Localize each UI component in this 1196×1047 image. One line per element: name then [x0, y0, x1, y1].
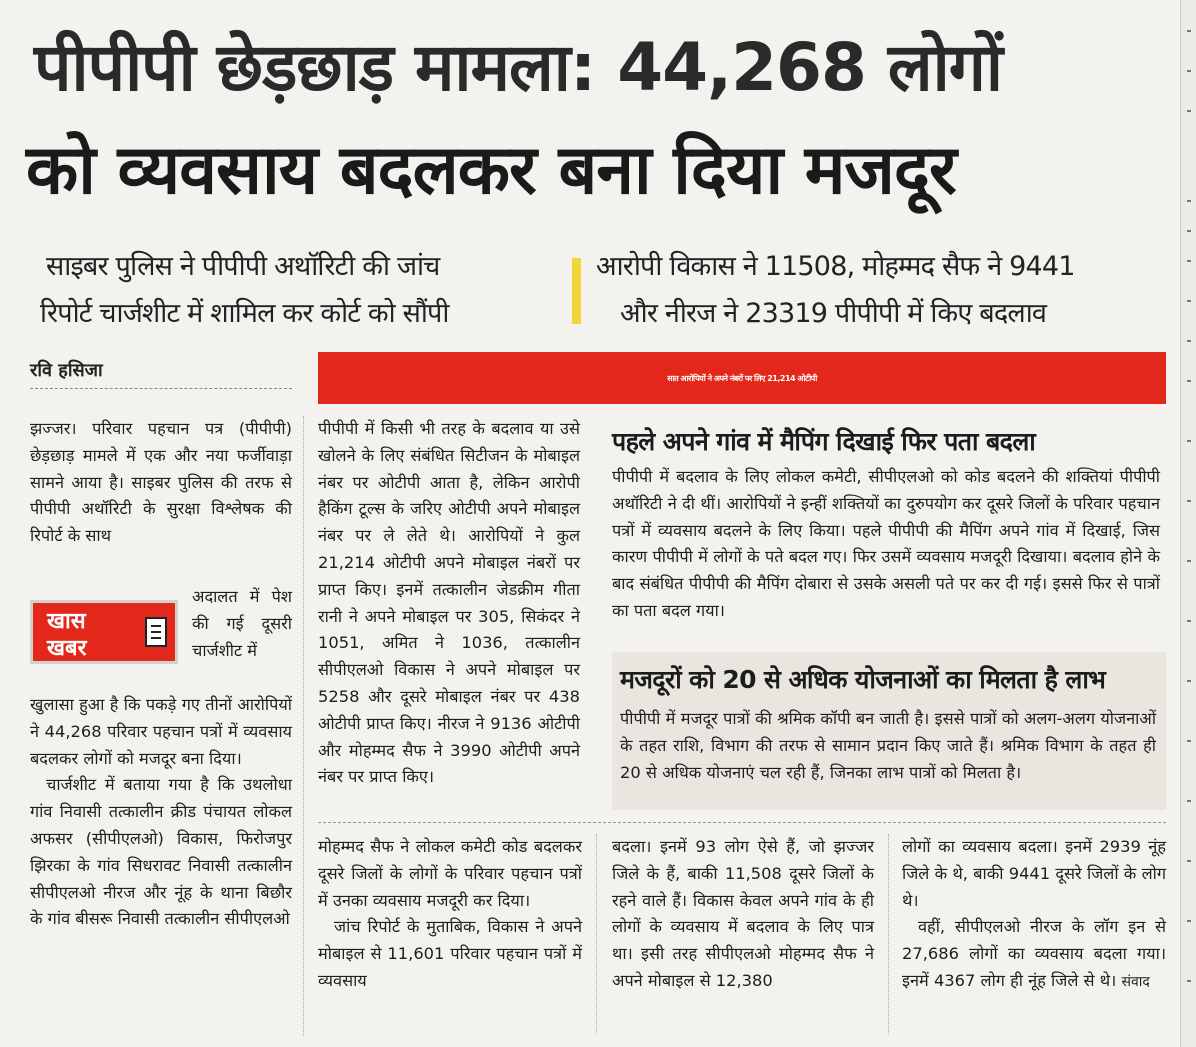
section-2-box [612, 652, 1166, 810]
body-paragraph-2: चार्जशीट में बताया गया है कि उथलोधा गांव निवासी तत्कालीन क्रीड पंचायत लोकल अफसर (सीपीएलओ) विकास, फिरोजपुर झिरका के गांव सिधरावट निवासी तत्कालीन सीपीएलओ नीरज और नूंह के थाना बिछौर के गांव बीसरू निवासी तत्कालीन सीपीएलओ [30, 775, 292, 929]
wrap-paragraph: अदालत में पेश की गई दूसरी चार्जशीट में [192, 587, 292, 660]
bottom-col-3-para-2 [902, 914, 1166, 995]
bottom-col-3-para-1: लोगों का व्यवसाय बदला। इनमें 2939 नूंह जिले के थे, बाकी 9441 दूसरे जिलों के लोग थे। [902, 837, 1166, 910]
column-divider [596, 834, 597, 1034]
section-1-heading: पहले अपने गांव में मैपिंग दिखाई फिर पता बदला [612, 427, 1036, 456]
headline-line-1: पीपीपी छेड़छाड़ मामला: 44,268 लोगों [34, 29, 1002, 106]
bottom-col-3-text: वहीं, सीपीएलओ नीरज के लॉग इन से 27,686 लोगों का व्यवसाय बदला गया। इनमें 4367 लोग ही नूंह जिले से थे। [902, 917, 1166, 990]
subhead-left-line-2: रिपोर्ट चार्जशीट में शामिल कर कोर्ट को सौंपी [40, 298, 449, 329]
red-banner [318, 352, 1166, 404]
byline-rule [30, 388, 292, 389]
section-2-paragraph: पीपीपी में मजदूर पात्रों की श्रमिक कॉपी बन जाती है। इससे पात्रों को अलग-अलग योजनाओं के तहत राशि, विभाग की तरफ से सामान प्रदान किए जाते हैं। श्रमिक विभाग के तहत ही 20 से अधिक योजनाएं चल रही हैं, जिनका लाभ पात्रों को मिलता है। [620, 709, 1156, 782]
article-col-2 [318, 416, 580, 791]
newspaper-icon [145, 617, 167, 647]
bottom-col-1-para-2: जांच रिपोर्ट के मुताबिक, विकास ने अपने मोबाइल से 11,601 परिवार पहचान पत्रों में व्यवसाय [318, 917, 582, 990]
intro-paragraph: झज्जर। परिवार पहचान पत्र (पीपीपी) छेड़छाड़ मामले में एक और नया फर्जीवाड़ा सामने आया है। साइबर पुलिस की तरफ से पीपीपी अथॉरिटी के सुरक्षा विश्लेषक की रिपोर्ट के साथ [30, 419, 292, 546]
body-paragraph-1: खुलासा हुआ है कि पकड़े गए तीनों आरोपियों ने 44,268 परिवार पहचान पत्रों में व्यवसाय बदलकर लोगों को मजदूर बना दिया। [30, 695, 292, 768]
section-1-body [612, 464, 1160, 625]
subhead-right-line-2: और नीरज ने 23319 पीपीपी में किए बदलाव [620, 298, 1047, 329]
article-col-1-intro [30, 416, 292, 550]
headline-line-2: को व्यवसाय बदलकर बना दिया मजदूर [26, 131, 956, 210]
bottom-divider [318, 822, 1166, 823]
byline: रवि हसिजा [30, 360, 103, 381]
subhead-divider [572, 258, 581, 324]
section-1-paragraph: पीपीपी में बदलाव के लिए लोकल कमेटी, सीपीएलओ को कोड बदलने की शक्तियां पीपीपी अथॉरिटी ने दी थीं। आरोपियों ने इन्हीं शक्तियों का दुरुपयोग कर दूसरे जिलों के परिवार पहचान पत्रों में व्यवसाय बदलने के लिए किया। पहले पीपीपी की मैपिंग अपने गांव में दिखाई, जिस कारण पीपीपी में लोगों के पते बदल गए। फिर उसमें व्यवसाय मजदूरी दिखाया। बदलाव होने के बाद संबंधित पीपीपी की मैपिंग दोबारा से उसके असली पते पर कर दी गई। इससे फिर से पात्रों का पता बदल गया। [612, 467, 1160, 620]
article-col-1-wrap [192, 584, 292, 664]
bottom-col-3 [902, 834, 1166, 996]
subhead-left-line-1: साइबर पुलिस ने पीपीपी अथॉरिटी की जांच [46, 251, 440, 282]
page-edge-strip [1180, 0, 1196, 1047]
bottom-col-2 [612, 834, 874, 995]
column-divider [888, 834, 889, 1034]
article-col-1-body [30, 692, 292, 933]
section-2-heading: मजदूरों को 20 से अधिक योजनाओं का मिलता है लाभ [620, 665, 1106, 694]
section-2-body [620, 706, 1156, 786]
otp-paragraph: पीपीपी में किसी भी तरह के बदलाव या उसे खोलने के लिए संबंधित सिटीजन के मोबाइल नंबर पर ओटीपी आता है, लेकिन आरोपी हैकिंग टूल्स के जरिए ओटीपी अपने मोबाइल नंबर पर ले लेते थे। आरोपियों ने कुल 21,214 ओटीपी अपने मोबाइल नंबरों पर प्राप्त किए। इनमें तत्कालीन जेडक्रीम गीता रानी ने अपने मोबाइल पर 305, सिकंदर ने 1051, अमित ने 1036, तत्कालीन सीपीएलओ विकास ने अपने मोबाइल पर 5258 और दूसरे मोबाइल नंबर पर 438 ओटीपी प्राप्त किए। नीरज ने 9136 ओटीपी और मोहम्मद सैफ ने 3990 ओटीपी अपने नंबर पर प्राप्त किए। [318, 419, 580, 787]
badge-line-2: खबर [47, 636, 87, 661]
bottom-col-2-para: बदला। इनमें 93 लोग ऐसे हैं, जो झज्जर जिले के हैं, बाकी 11,508 दूसरे जिलों के रहने वाले हैं। विकास केवल अपने गांव के ही लोगों के व्यवसाय में बदलाव के लिए पात्र था। इसी तरह सीपीएलओ मोहम्मद सैफ ने अपने मोबाइल से 12,380 [612, 837, 874, 990]
bottom-col-1-para-1: मोहम्मद सैफ ने लोकल कमेटी कोड बदलकर दूसरे जिलों के लोगों के परिवार पहचान पत्रों में उनका व्यवसाय मजदूरी कर दिया। [318, 837, 582, 910]
red-banner-text: सात आरोपियों ने अपने नंबरों पर लिए 21,214 ओटीपी [667, 373, 817, 383]
column-divider [303, 416, 304, 1036]
badge-line-1: खास [47, 609, 86, 634]
subhead-right-line-1: आरोपी विकास ने 11508, मोहम्मद सैफ ने 9441 [596, 251, 1075, 282]
khas-khabar-badge [30, 600, 178, 664]
source-tag: संवाद [1121, 973, 1150, 990]
bottom-col-1 [318, 834, 582, 995]
